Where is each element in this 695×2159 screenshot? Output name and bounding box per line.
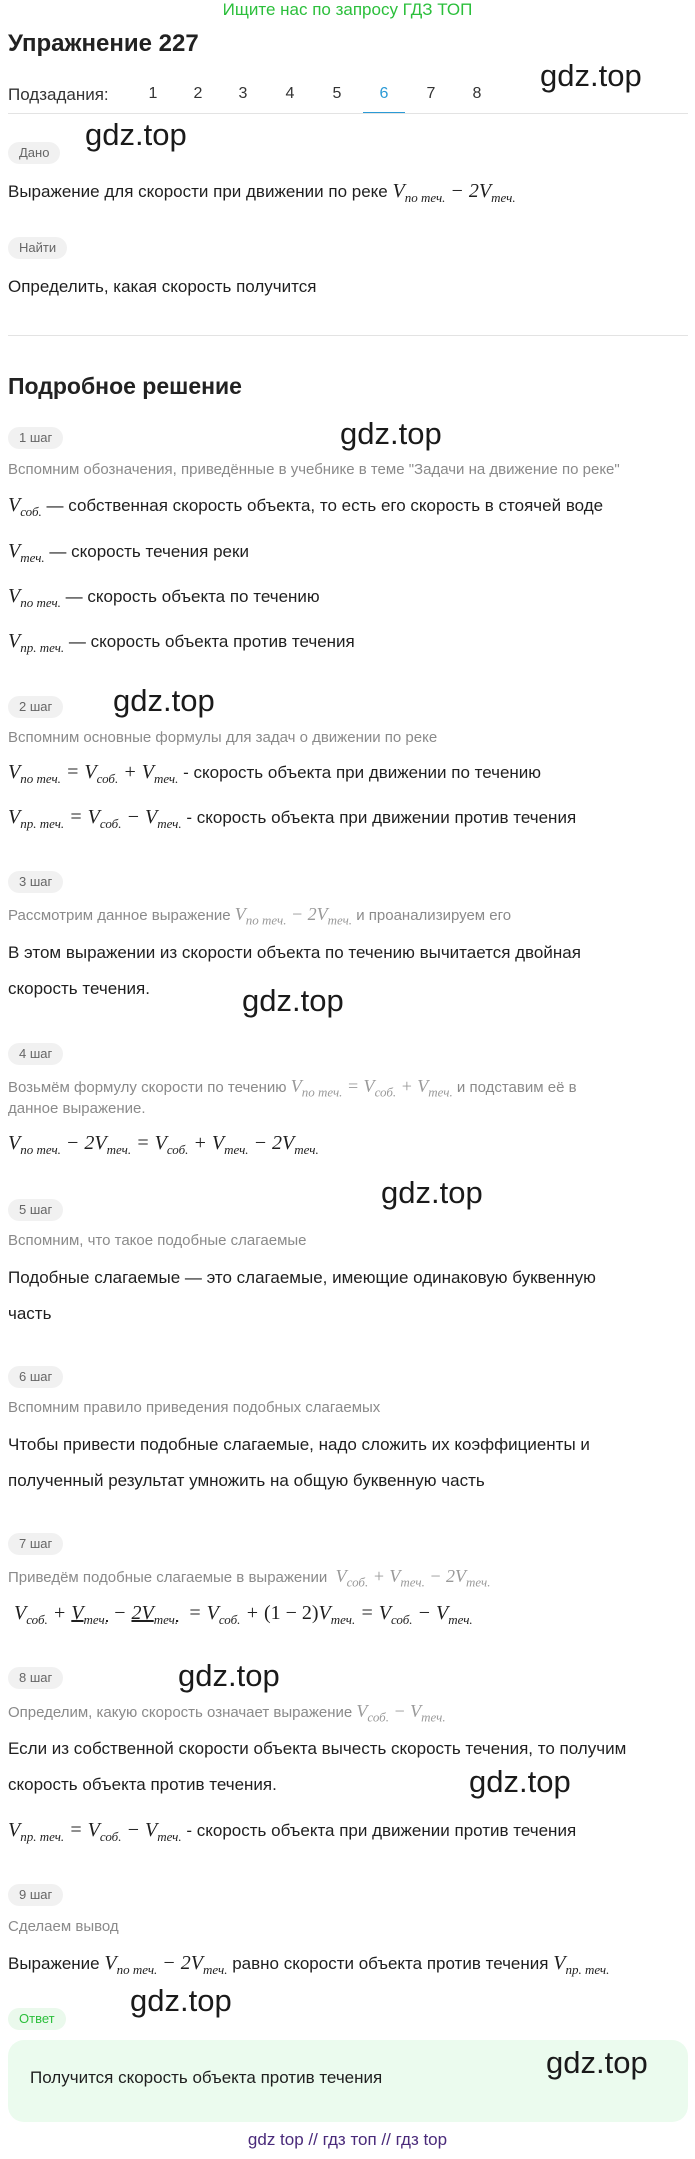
step-badge: 3 шаг bbox=[8, 871, 63, 893]
step-line: полученный результат умножить на общую буквенную часть bbox=[8, 1471, 485, 1490]
step-line: скорость объекта против течения. bbox=[8, 1775, 277, 1794]
watermark: gdz.top bbox=[546, 2045, 648, 2080]
step-line: Подобные слагаемые — это слагаемые, имеющие одинаковую буквенную bbox=[8, 1268, 596, 1287]
step-badge: 5 шаг bbox=[8, 1199, 63, 1221]
step-badge: 8 шаг bbox=[8, 1667, 63, 1689]
step-hint: Вспомним правило приведения подобных слагаемых bbox=[8, 1399, 381, 1416]
step-line: Если из собственной скорости объекта вычесть скорость течения, то получим bbox=[8, 1739, 627, 1758]
given-badge: Дано bbox=[8, 142, 60, 164]
step-badge: 1 шаг bbox=[8, 427, 63, 449]
step-hint: Приведём подобные слагаемые в выражении $V_{соб.} + V_{теч.} - 2V_{теч.}$ bbox=[8, 1566, 491, 1590]
subtask-tab-1[interactable]: 1 bbox=[148, 85, 158, 102]
step-hint: Вспомним обозначения, приведённые в учебнике в теме "Задачи на движение по реке" bbox=[8, 461, 620, 478]
formula-line: $V_{пр. теч.} = V_{соб.} - V_{теч.}$ - скорость объекта при движении против течения bbox=[8, 806, 577, 831]
given-text: Выражение для скорости при движении по реке $V_{по теч.} - 2V_{теч.}$ bbox=[8, 180, 516, 205]
divider bbox=[8, 335, 688, 336]
find-text: Определить, какая скорость получится bbox=[8, 277, 317, 296]
watermark: gdz.top bbox=[381, 1175, 483, 1210]
step-badge: 2 шаг bbox=[8, 696, 63, 718]
step-hint: данное выражение. bbox=[8, 1100, 146, 1117]
step-badge: 7 шаг bbox=[8, 1533, 63, 1555]
step-line: скорость течения. bbox=[8, 979, 150, 998]
watermark: gdz.top bbox=[113, 683, 215, 718]
watermark: gdz.top bbox=[340, 416, 442, 451]
step-hint: Возьмём формулу скорости по течению $V_{по теч.} = V_{соб.} + V_{теч.}$ и подставим её в bbox=[8, 1076, 577, 1100]
bottom-links[interactable]: gdz top // гдз топ // гдз top bbox=[247, 2130, 448, 2149]
subtask-tab-5[interactable]: 5 bbox=[332, 85, 342, 102]
subtask-tab-6[interactable]: 6 bbox=[379, 85, 389, 102]
step-badge: 4 шаг bbox=[8, 1043, 63, 1065]
subtask-tab-4[interactable]: 4 bbox=[285, 85, 295, 102]
subtask-tab-8[interactable]: 8 bbox=[472, 85, 482, 102]
step-line: $V_{теч.}$ — скорость течения реки bbox=[8, 540, 249, 565]
subtask-tab-2[interactable]: 2 bbox=[193, 85, 203, 102]
step-badge: 6 шаг bbox=[8, 1366, 63, 1388]
step-line: В этом выражении из скорости объекта по течению вычитается двойная bbox=[8, 943, 581, 962]
page-title: Упражнение 227 bbox=[8, 30, 199, 57]
find-badge: Найти bbox=[8, 237, 67, 259]
step-line: $V_{по теч.}$ — скорость объекта по течению bbox=[8, 585, 320, 610]
solution-title: Подробное решение bbox=[8, 373, 242, 399]
step-hint: Сделаем вывод bbox=[8, 1918, 119, 1935]
step-hint: Вспомним, что такое подобные слагаемые bbox=[8, 1232, 307, 1249]
watermark: gdz.top bbox=[540, 58, 642, 93]
subtasks-label: Подзадания: bbox=[8, 85, 109, 104]
formula-line: $V_{соб.} + V_{теч.} - 2V_{теч.} = V_{соб.} + (1 - 2)V_{теч.} = V_{соб.} - V_{теч.}$ bbox=[14, 1602, 473, 1627]
step-line: Чтобы привести подобные слагаемые, надо сложить их коэффициенты и bbox=[8, 1435, 590, 1454]
divider bbox=[8, 113, 688, 114]
watermark: gdz.top bbox=[469, 1764, 571, 1799]
formula-line: $V_{пр. теч.} = V_{соб.} - V_{теч.}$ - скорость объекта при движении против течения bbox=[8, 1819, 577, 1844]
step-hint: Вспомним основные формулы для задач о движении по реке bbox=[8, 729, 438, 746]
answer-badge: Ответ bbox=[8, 2008, 66, 2030]
step-hint: Определим, какую скорость означает выражение $V_{соб.} - V_{теч.}$ bbox=[8, 1701, 446, 1725]
watermark: gdz.top bbox=[85, 117, 187, 152]
step-line: часть bbox=[8, 1304, 52, 1323]
subtask-tab-3[interactable]: 3 bbox=[238, 85, 248, 102]
search-hint-link[interactable]: Ищите нас по запросу ГДЗ ТОП bbox=[222, 0, 473, 19]
step-line: $V_{соб.}$ — собственная скорость объекта, то есть его скорость в стоячей воде bbox=[8, 494, 604, 519]
conclusion-line: Выражение $V_{по теч.} - 2V_{теч.}$ равно скорости объекта против течения $V_{пр. теч.}$ bbox=[8, 1952, 610, 1977]
step-line: $V_{пр. теч.}$ — скорость объекта против течения bbox=[8, 630, 355, 655]
watermark: gdz.top bbox=[178, 1658, 280, 1693]
answer-text: Получится скорость объекта против течения bbox=[30, 2068, 383, 2087]
watermark: gdz.top bbox=[242, 983, 344, 1018]
step-badge: 9 шаг bbox=[8, 1884, 63, 1906]
formula-line: $V_{по теч.} = V_{соб.} + V_{теч.}$ - скорость объекта при движении по течению bbox=[8, 761, 542, 786]
subtask-tab-7[interactable]: 7 bbox=[426, 85, 436, 102]
watermark: gdz.top bbox=[130, 1983, 232, 2018]
formula-line: $V_{по теч.} - 2V_{теч.} = V_{соб.} + V_{теч.} - 2V_{теч.}$ bbox=[8, 1132, 319, 1157]
step-hint: Рассмотрим данное выражение $V_{по теч.} - 2V_{теч.}$ и проанализируем его bbox=[8, 904, 512, 928]
